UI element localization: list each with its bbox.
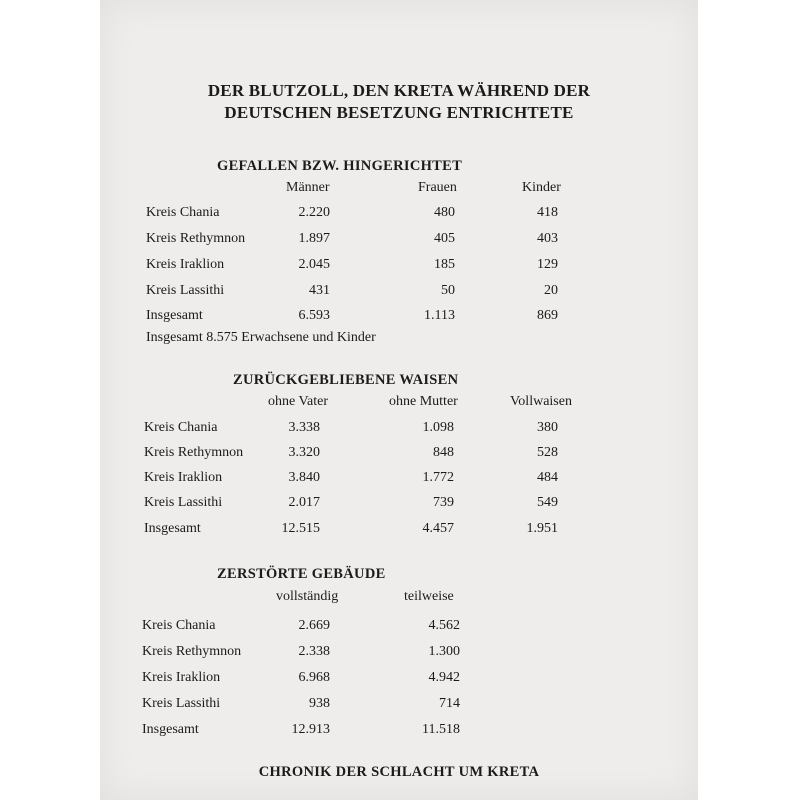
row-label: Kreis Rethymnon [144,445,244,460]
row-label: Kreis Rethymnon [146,231,246,246]
table-cell: 20 [544,283,558,298]
table-cell: 380 [537,420,558,435]
row-label: Kreis Iraklion [144,470,223,485]
row-label-total: Insgesamt [144,521,201,536]
table-cell: 3.338 [288,420,320,435]
row-label: Kreis Iraklion [146,257,225,272]
table-cell: 714 [439,696,460,711]
table-cell: 484 [537,470,558,485]
table-cell: 6.593 [298,308,330,323]
table-cell: 1.113 [424,308,455,323]
table-cell: 431 [309,283,330,298]
table-cell: 2.338 [298,644,330,659]
table-cell: 12.515 [281,521,320,536]
row-label-total: Insgesamt [142,722,199,737]
table-cell: 1.897 [298,231,330,246]
table-cell: 129 [537,257,558,272]
row-label: Kreis Lassithi [146,283,225,298]
table-cell: 4.562 [428,618,460,633]
chapter-heading: CHRONIK DER SCHLACHT UM KRETA [258,764,540,780]
table-cell: 1.300 [428,644,460,659]
column-header: teilweise [404,589,454,604]
table-cell: 185 [434,257,455,272]
page-title [100,80,698,124]
table-cell: 549 [537,495,558,510]
section-heading-fallen: GEFALLEN BZW. HINGERICHTET [217,158,463,174]
table-cell: 2.017 [288,495,320,510]
table-cell: 418 [537,205,558,220]
section-heading-orphans: ZURÜCKGEBLIEBENE WAISEN [233,372,459,388]
table-cell: 50 [441,283,455,298]
table-cell: 480 [434,205,455,220]
table-cell: 739 [433,495,454,510]
row-label: Kreis Lassithi [144,495,223,510]
column-header: Männer [286,180,330,195]
table-cell: 3.320 [288,445,320,460]
table-cell: 1.951 [526,521,558,536]
row-label: Kreis Chania [144,420,218,435]
table-cell: 1.098 [422,420,454,435]
table-cell: 938 [309,696,330,711]
table-cell: 6.968 [298,670,330,685]
table-cell: 11.518 [422,722,460,737]
row-label-total: Insgesamt [146,308,203,323]
column-header: vollständig [276,589,339,604]
table-cell: 3.840 [288,470,320,485]
row-label: Kreis Iraklion [142,670,221,685]
title-line-2: DEUTSCHEN BESETZUNG ENTRICHTETE [224,103,574,122]
table-cell: 12.913 [291,722,330,737]
table-cell: 405 [434,231,455,246]
table-cell: 2.669 [298,618,330,633]
row-label: Kreis Lassithi [142,696,221,711]
total-note: Insgesamt 8.575 Erwachsene und Kinder [146,330,376,345]
table-cell: 4.457 [422,521,454,536]
table-cell: 2.220 [298,205,330,220]
column-header: ohne Mutter [389,394,458,409]
title-line-1: DER BLUTZOLL, DEN KRETA WÄHREND DER [207,81,591,100]
column-header: Vollwaisen [510,394,572,409]
row-label: Kreis Chania [146,205,220,220]
table-cell: 528 [537,445,558,460]
table-cell: 848 [433,445,454,460]
table-cell: 1.772 [422,470,454,485]
column-header: Kinder [522,180,561,195]
table-cell: 403 [537,231,558,246]
row-label: Kreis Rethymnon [142,644,242,659]
table-cell: 869 [537,308,558,323]
column-header: Frauen [418,180,457,195]
book-page [100,0,698,800]
column-header: ohne Vater [268,394,328,409]
table-cell: 2.045 [298,257,330,272]
table-cell: 4.942 [428,670,460,685]
row-label: Kreis Chania [142,618,216,633]
section-heading-buildings: ZERSTÖRTE GEBÄUDE [217,566,386,582]
